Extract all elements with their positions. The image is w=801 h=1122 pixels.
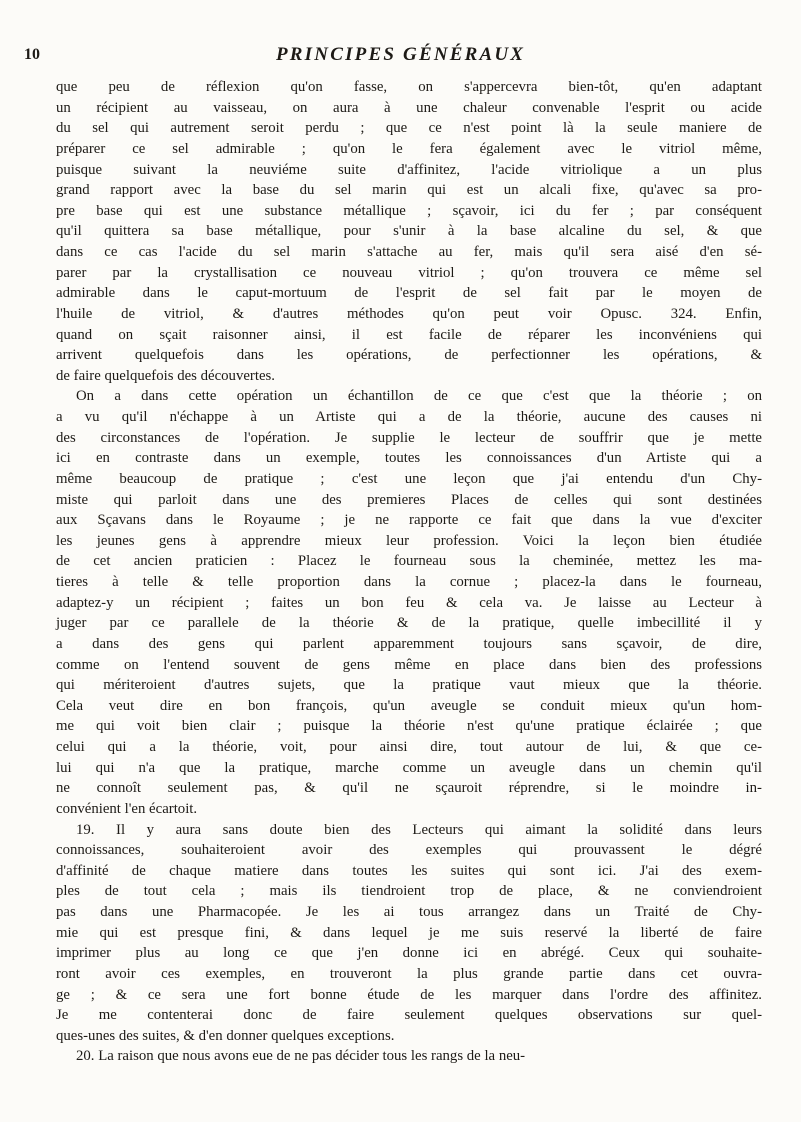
text-line: quand on sçait raisonner ainsi, il est facile de réparer les inconvéniens qui	[56, 326, 762, 343]
page-header	[22, 44, 761, 68]
text-line: parer par la crystallisation ce nouveau vitriol ; qu'on trouvera ce même sel	[56, 264, 762, 281]
text-line: Cela veut dire en bon françois, qu'un aveugle se conduit mieux qu'un hom-	[56, 697, 762, 714]
text-line: connoissances, souhaiteroient avoir des exemples qui prouvassent le dégré	[56, 842, 762, 859]
text-line: que peu de réflexion qu'on fasse, on s'appercevra bien-tôt, qu'en adaptant	[56, 79, 762, 95]
body-text	[56, 77, 762, 1067]
text-line: Je me contenterai donc de faire seulement quelques observations sur quel-	[56, 1007, 762, 1024]
text-line: arrivent quelquefois dans les opérations, de perfectionner les opérations, &	[56, 347, 762, 364]
text-line: les jeunes gens à apprendre mieux leur profession. Voici la leçon bien étudiée	[56, 532, 762, 549]
text-line: a vu qu'il n'échappe à un Artiste qui a de la théorie, aucune des causes ni	[56, 409, 762, 425]
text-line: pre base qui est une substance métallique ; sçavoir, ici du fer ; par conséquent	[56, 202, 762, 219]
text-line: miste qui parloit dans une des premieres Places de celles qui sont destinées	[56, 491, 762, 508]
text-line: ques-unes des suites, & d'en donner quelques exceptions.	[56, 1027, 395, 1044]
paragraph-start-line: 19. Il y aura sans doute bien des Lecteurs qui aimant la solidité dans leurs	[76, 821, 762, 838]
text-line: pas dans une Pharmacopée. Je les ai tous arrangez dans un Traité de Chy-	[56, 904, 762, 920]
text-line: dans ce cas l'acide du sel marin s'attache au fer, mais qu'il sera aisé d'en sé-	[56, 244, 762, 260]
text-line: préparer ce sel admirable ; qu'on le fera également avec le vitriol même,	[56, 140, 762, 157]
text-line: juger par ce parallele de la théorie & de la pratique, quelle imbecillité il y	[56, 615, 762, 632]
text-line: imprimer plus au long ce que j'en donne ici en abrégé. Ceux qui souhaite-	[56, 945, 762, 962]
text-line: ne connoît seulement pas, & qu'il ne sçauroit réprendre, si le moindre in-	[56, 780, 762, 797]
text-line: même beaucoup de pratique ; c'est une leçon que j'ai entendu d'un Chy-	[56, 470, 762, 487]
text-line: un récipient au vaisseau, on aura à une chaleur convenable l'esprit ou acide	[56, 99, 762, 116]
text-line: d'affinité de chaque matiere dans toutes les suites qui sont ici. J'ai des exem-	[56, 862, 762, 879]
text-line: l'huile de vitriol, & d'autres méthodes qu'on peut voir Opusc. 324. Enfin,	[56, 305, 762, 322]
text-line: aux Sçavans dans le Royaume ; je ne rapporte ce fait que dans la vue d'exciter	[56, 512, 762, 529]
text-line: comme on l'entend souvent de gens même en place dans bien des professions	[56, 656, 762, 673]
text-line: de faire quelquefois des découvertes.	[56, 367, 275, 384]
text-line: a dans des gens qui parlent apparemment toujours sans sçavoir, de dire,	[56, 635, 762, 652]
text-line: celui qui a la théorie, voit, pour ainsi dire, tout autour de lui, & que ce-	[56, 739, 762, 755]
running-title: PRINCIPES GÉNÉRAUX	[276, 44, 526, 65]
page-number: 10	[24, 46, 40, 63]
text-line: mie qui est presque fini, & dans lequel je me suis reservé la liberté de faire	[56, 924, 762, 941]
text-line: de cet ancien praticien : Placez le fourneau sous la cheminée, mettez les ma-	[56, 553, 762, 570]
text-line: qui mériteroient d'autres sujets, que la pratique vaut mieux que la théorie.	[56, 677, 762, 694]
text-line: puisque suivant la neuviéme suite d'affinitez, l'acide vitriolique a un plus	[56, 161, 762, 178]
paragraph-start-line: On a dans cette opération un échantillon de ce que c'est que la théorie ; on	[76, 388, 762, 405]
paragraph-start-line: 20. La raison que nous avons eue de ne pas décider tous les rangs de la neu-	[76, 1048, 526, 1065]
text-line: ples de tout cela ; mais ils tiendroient trop de place, & ne conviendroient	[56, 883, 762, 900]
text-line: ront avoir ces exemples, en trouveront la plus grande partie dans cet ouvra-	[56, 965, 762, 982]
text-line: du sel qui autrement seroit perdu ; que ce n'est point là la seule maniere de	[56, 120, 762, 137]
text-line: grand rapport avec la base du sel marin qui est un alcali fixe, qu'avec sa pro-	[56, 182, 762, 199]
text-line: ici en contraste dans un exemple, toutes les connoissances d'un Artiste qui a	[56, 450, 762, 467]
text-line: adaptez-y un récipient ; faites un bon feu & cela va. Je laisse au Lecteur à	[56, 594, 762, 611]
text-line: ge ; & ce sera une fort bonne étude de les marquer dans l'ordre des affinitez.	[56, 986, 762, 1003]
text-line: tieres à telle & telle proportion dans la cornue ; placez-la dans le fourneau,	[56, 574, 762, 590]
text-line: des circonstances de l'opération. Je supplie le lecteur de souffrir que je mette	[56, 429, 762, 446]
text-line: qu'il quittera sa base métallique, pour s'unir à la base alcaline du sel, & que	[56, 223, 762, 240]
text-line: convénient l'en écartoit.	[56, 800, 198, 817]
text-line: admirable dans le caput-mortuum de l'esprit de sel fait par le moyen de	[56, 285, 762, 302]
text-line: lui qui n'a que la pratique, marche comme un aveugle dans un chemin qu'il	[56, 759, 762, 776]
text-line: me qui voit bien clair ; puisque la théorie n'est qu'une pratique éclairée ; que	[56, 718, 762, 735]
